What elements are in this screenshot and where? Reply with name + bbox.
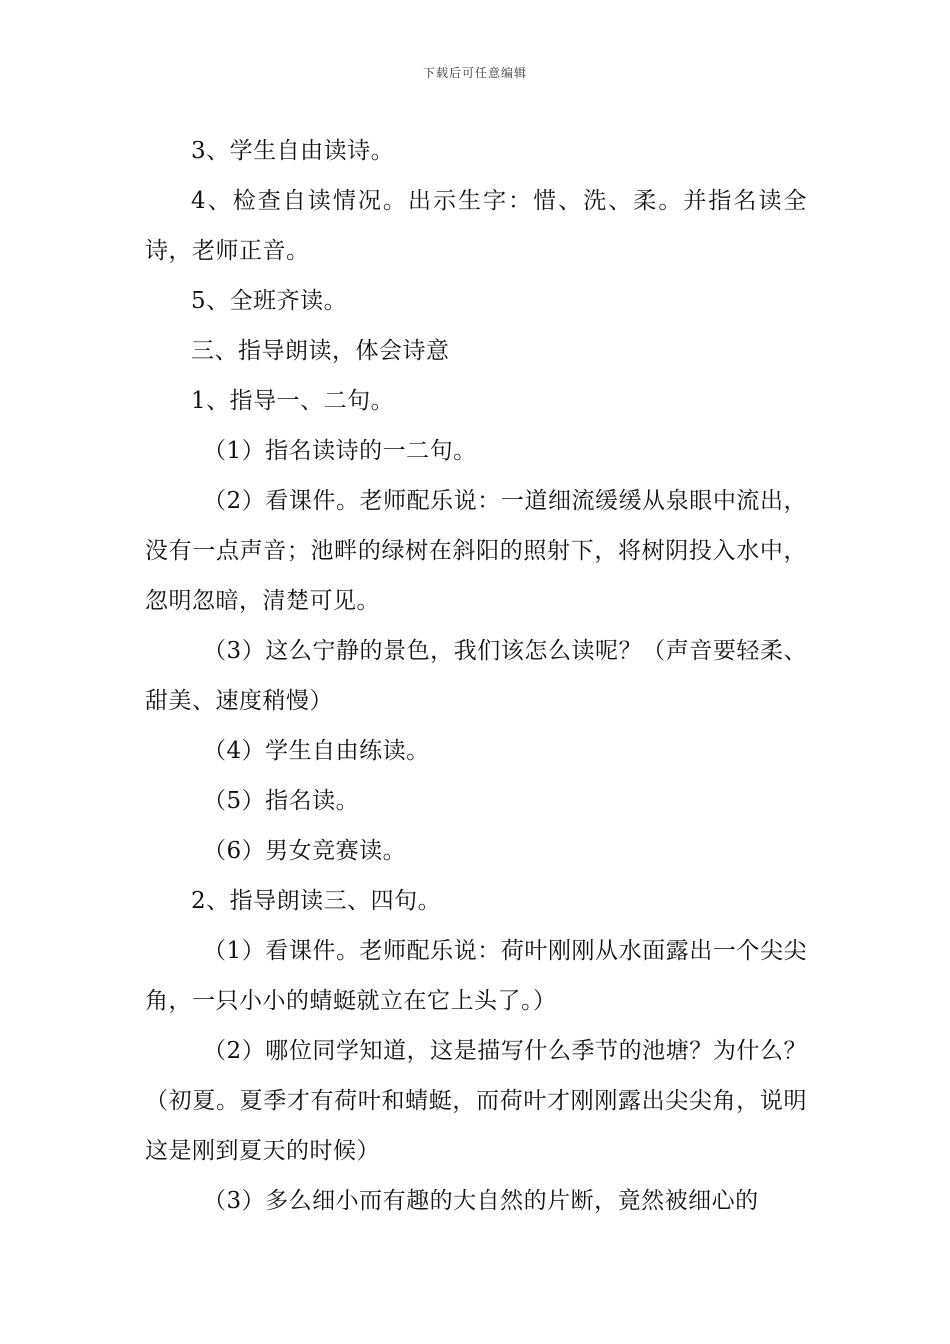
paragraph: 5、全班齐读。: [191, 288, 348, 314]
document-body: [145, 126, 807, 1226]
paragraph: （1）指名读诗的一二句。: [203, 438, 477, 464]
paragraph: 2、指导朗读三、四句。: [191, 888, 442, 914]
paragraph: （3）这么宁静的景色，我们该怎么读呢？（声音要轻柔、甜美、速度稍慢）: [145, 638, 807, 714]
paragraph: 1、指导一、二句。: [191, 388, 395, 414]
paragraph: （1）看课件。老师配乐说：荷叶刚刚从水面露出一个尖尖角，一只小小的蜻蜓就立在它上头了。）: [145, 938, 807, 1014]
paragraph: （5）指名读。: [203, 788, 360, 814]
page-header: 下载后可任意编辑: [422, 66, 527, 80]
paragraph: （2）哪位同学知道，这是描写什么季节的池塘？为什么？（初夏。夏季才有荷叶和蜻蜓，而荷叶才刚刚露出尖尖角，说明这是刚到夏天的时候）: [145, 1038, 807, 1164]
paragraph: 3、学生自由读诗。: [191, 138, 395, 164]
section-heading: 三、指导朗读，体会诗意: [191, 338, 450, 364]
paragraph: 4、检查自读情况。出示生字：惜、洗、柔。并指名读全诗，老师正音。: [145, 188, 807, 264]
paragraph: （3）多么细小而有趣的大自然的片断，竟然被细心的: [203, 1188, 759, 1214]
paragraph: （6）男女竞赛读。: [203, 838, 407, 864]
paragraph: （2）看课件。老师配乐说：一道细流缓缓从泉眼中流出，没有一点声音；池畔的绿树在斜阳的照射下，将树阴投入水中，忽明忽暗，清楚可见。: [145, 488, 807, 614]
paragraph: （4）学生自由练读。: [203, 738, 430, 764]
